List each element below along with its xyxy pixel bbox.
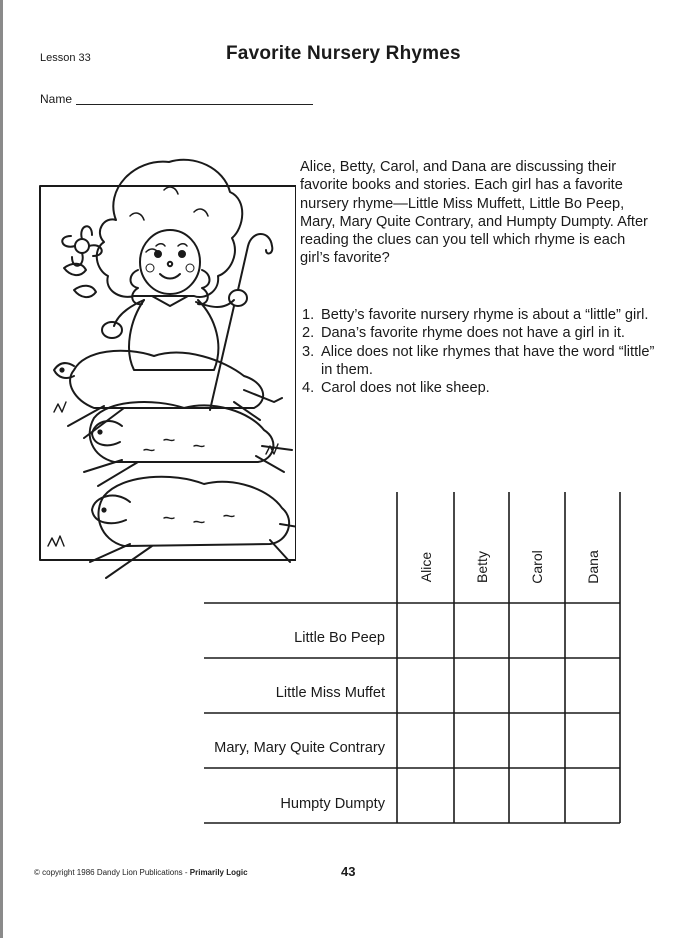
- grid-cell[interactable]: [455, 659, 509, 712]
- grid-cell[interactable]: [455, 769, 509, 822]
- clue-number: 3.: [302, 343, 315, 360]
- grid-cell[interactable]: [455, 604, 509, 657]
- clue-text: Carol does not like sheep.: [321, 380, 490, 397]
- clue-number: 1.: [302, 307, 315, 323]
- grid-cell[interactable]: [566, 659, 620, 712]
- grid-cell[interactable]: [566, 604, 620, 657]
- grid-cell[interactable]: [510, 659, 564, 712]
- row-label-little-bo-peep: Little Bo Peep: [294, 630, 385, 646]
- row-label-humpty-dumpty: Humpty Dumpty: [280, 796, 385, 812]
- grid-cell[interactable]: [398, 714, 452, 767]
- clue-list: [302, 306, 662, 397]
- clue-number: 2.: [302, 325, 315, 342]
- name-label: Name: [40, 92, 73, 106]
- clue-text: Alice does not like rhymes that have the word “little” in them.: [321, 343, 655, 378]
- clue-text: Betty’s favorite nursery rhyme is about a “little” girl.: [321, 307, 649, 323]
- copyright-notice: [34, 868, 248, 877]
- illustration-frame: [40, 186, 296, 560]
- girl-with-sheep-illustration: [34, 150, 296, 610]
- column-header-dana: Dana: [585, 550, 601, 584]
- column-header-betty: Betty: [474, 551, 490, 583]
- row-label-little-miss-muffet: Little Miss Muffet: [275, 685, 385, 701]
- clue-item: [302, 306, 662, 324]
- book-title: Primarily Logic: [189, 868, 248, 877]
- grid-cell[interactable]: [455, 714, 509, 767]
- grid-cell[interactable]: [398, 604, 452, 657]
- clue-number: 4.: [302, 380, 315, 397]
- intro-paragraph: Alice, Betty, Carol, and Dana are discussing their favorite books and stories. Each girl has a favorite nursery rhyme—Little Miss Muffett, Little Bo Peep, Mary, Mary Quite Contrary, and Humpty Dumpty. After reading the clues can you tell which rhyme is each girl’s favorite?: [300, 159, 648, 267]
- grid-cell[interactable]: [566, 714, 620, 767]
- lesson-label: Lesson 33: [40, 52, 91, 64]
- name-field[interactable]: [76, 104, 313, 105]
- grid-cell[interactable]: [510, 604, 564, 657]
- copyright-text: © copyright 1986 Dandy Lion Publications -: [34, 868, 190, 877]
- grid-cell[interactable]: [510, 769, 564, 822]
- clue-text: Dana’s favorite rhyme does not have a girl in it.: [321, 325, 625, 342]
- page-edge: [0, 0, 3, 938]
- row-label-mary-mary: Mary, Mary Quite Contrary: [214, 740, 385, 756]
- grid-cell[interactable]: [398, 769, 452, 822]
- clue-item: [302, 379, 662, 397]
- column-header-alice: Alice: [418, 551, 434, 583]
- grid-cell[interactable]: [566, 769, 620, 822]
- clue-item: [302, 343, 662, 380]
- clue-item: [302, 324, 662, 342]
- page-number: 43: [341, 864, 356, 879]
- page-title: Favorite Nursery Rhymes: [226, 43, 461, 64]
- grid-cell[interactable]: [398, 659, 452, 712]
- column-header-carol: Carol: [529, 550, 545, 584]
- grid-cell[interactable]: [510, 714, 564, 767]
